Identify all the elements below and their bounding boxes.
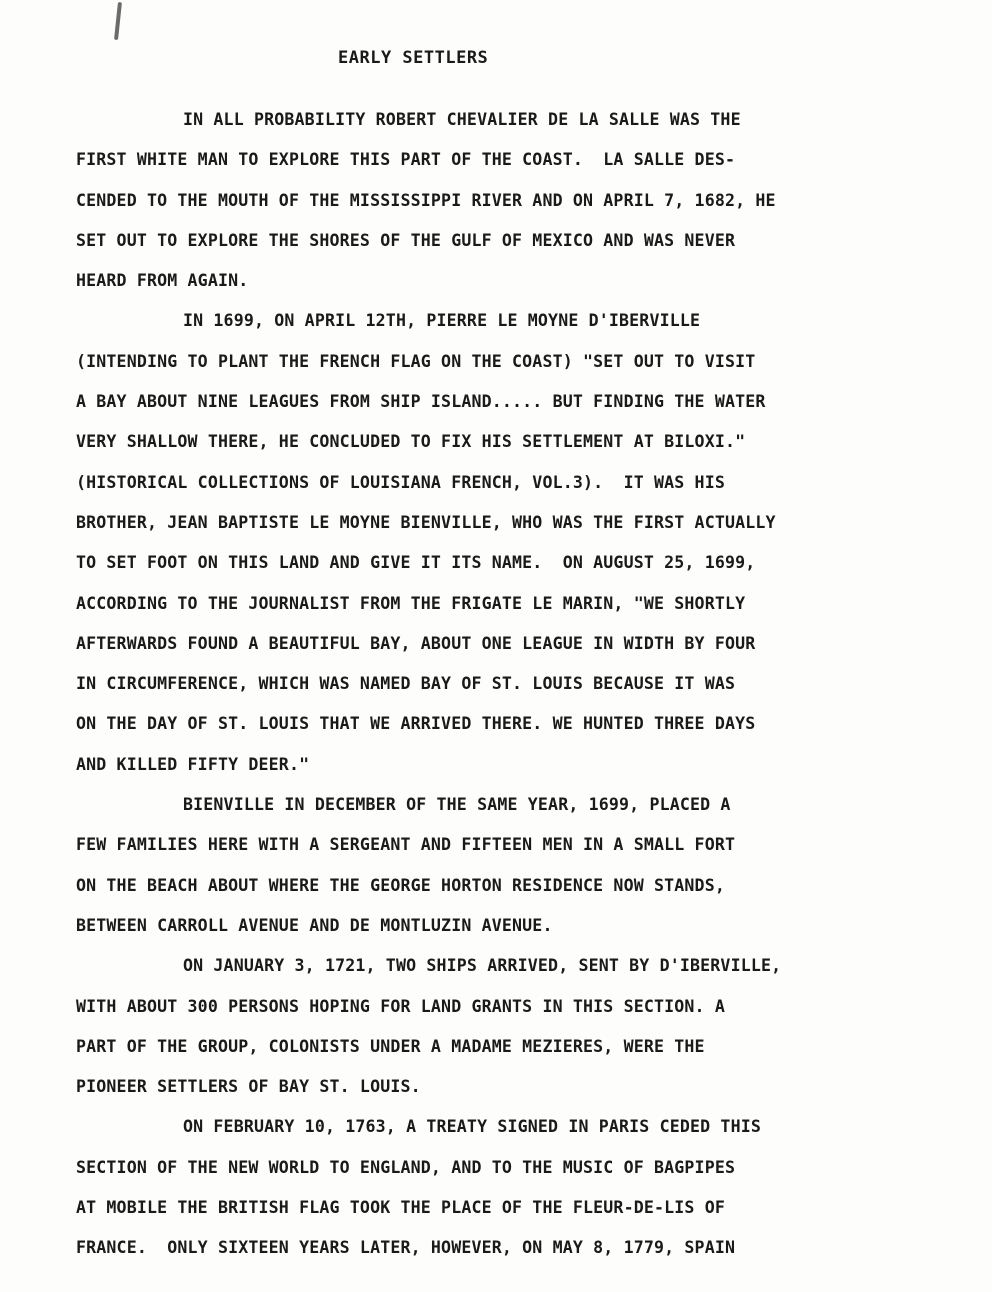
text-line: (HISTORICAL COLLECTIONS OF LOUISIANA FRENCH, VOL.3). IT WAS HIS — [76, 472, 725, 492]
text-line: AT MOBILE THE BRITISH FLAG TOOK THE PLACE OF THE FLEUR-DE-LIS OF — [76, 1198, 725, 1218]
text-line: TO SET FOOT ON THIS LAND AND GIVE IT ITS NAME. ON AUGUST 25, 1699, — [76, 553, 756, 573]
text-line: WITH ABOUT 300 PERSONS HOPING FOR LAND GRANTS IN THIS SECTION. A — [76, 996, 725, 1016]
document-title: EARLY SETTLERS — [338, 48, 489, 68]
text-line: ON THE BEACH ABOUT WHERE THE GEORGE HORTON RESIDENCE NOW STANDS, — [76, 875, 725, 895]
text-line: A BAY ABOUT NINE LEAGUES FROM SHIP ISLAND..... BUT FINDING THE WATER — [76, 392, 766, 412]
text-line: FRANCE. ONLY SIXTEEN YEARS LATER, HOWEVER, ON MAY 8, 1779, SPAIN — [76, 1238, 736, 1258]
pen-mark — [114, 2, 122, 40]
text-line: VERY SHALLOW THERE, HE CONCLUDED TO FIX HIS SETTLEMENT AT BILOXI." — [76, 432, 746, 452]
text-line: ON THE DAY OF ST. LOUIS THAT WE ARRIVED THERE. WE HUNTED THREE DAYS — [76, 714, 756, 734]
text-line: SECTION OF THE NEW WORLD TO ENGLAND, AND TO THE MUSIC OF BAGPIPES — [76, 1157, 736, 1177]
text-line: PIONEER SETTLERS OF BAY ST. LOUIS. — [76, 1077, 421, 1097]
text-line: BROTHER, JEAN BAPTISTE LE MOYNE BIENVILLE, WHO WAS THE FIRST ACTUALLY — [76, 512, 776, 532]
text-line: ON FEBRUARY 10, 1763, A TREATY SIGNED IN PARIS CEDED THIS — [183, 1117, 761, 1137]
text-line: IN 1699, ON APRIL 12TH, PIERRE LE MOYNE D'IBERVILLE — [183, 311, 701, 331]
text-line: FIRST WHITE MAN TO EXPLORE THIS PART OF THE COAST. LA SALLE DES- — [76, 150, 736, 170]
text-line: CENDED TO THE MOUTH OF THE MISSISSIPPI RIVER AND ON APRIL 7, 1682, HE — [76, 190, 776, 210]
text-line: AFTERWARDS FOUND A BEAUTIFUL BAY, ABOUT ONE LEAGUE IN WIDTH BY FOUR — [76, 633, 756, 653]
text-line: FEW FAMILIES HERE WITH A SERGEANT AND FIFTEEN MEN IN A SMALL FORT — [76, 835, 736, 855]
document-body — [76, 106, 936, 1275]
text-line: (INTENDING TO PLANT THE FRENCH FLAG ON THE COAST) "SET OUT TO VISIT — [76, 351, 756, 371]
text-line: ACCORDING TO THE JOURNALIST FROM THE FRIGATE LE MARIN, "WE SHORTLY — [76, 593, 746, 613]
text-line: ON JANUARY 3, 1721, TWO SHIPS ARRIVED, SENT BY D'IBERVILLE, — [183, 956, 782, 976]
text-line: BIENVILLE IN DECEMBER OF THE SAME YEAR, 1699, PLACED A — [183, 795, 731, 815]
text-line: PART OF THE GROUP, COLONISTS UNDER A MADAME MEZIERES, WERE THE — [76, 1036, 705, 1056]
text-line: HEARD FROM AGAIN. — [76, 271, 249, 291]
text-line: IN CIRCUMFERENCE, WHICH WAS NAMED BAY OF ST. LOUIS BECAUSE IT WAS — [76, 674, 736, 694]
text-line: IN ALL PROBABILITY ROBERT CHEVALIER DE LA SALLE WAS THE — [183, 110, 741, 129]
text-line: SET OUT TO EXPLORE THE SHORES OF THE GULF OF MEXICO AND WAS NEVER — [76, 230, 736, 250]
text-line: AND KILLED FIFTY DEER." — [76, 754, 310, 774]
text-line: BETWEEN CARROLL AVENUE AND DE MONTLUZIN AVENUE. — [76, 915, 553, 935]
